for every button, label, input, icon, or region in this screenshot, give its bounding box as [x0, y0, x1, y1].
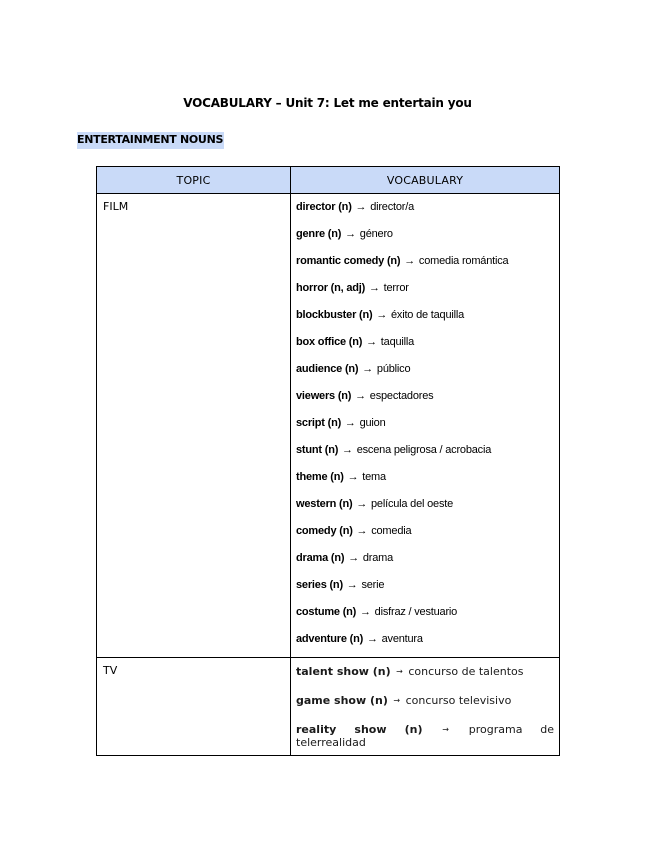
vocabulary-term: horror (n, adj) [296, 282, 366, 294]
arrow-right-icon: → [396, 667, 403, 676]
vocabulary-translation: comedia [371, 525, 412, 537]
vocabulary-entry [296, 383, 554, 410]
vocabulary-entry [296, 464, 554, 491]
table-row-film [97, 194, 560, 658]
document-title: VOCABULARY – Unit 7: Let me entertain you [183, 96, 472, 110]
vocabulary-entry [296, 410, 554, 437]
arrow-right-icon: → [355, 201, 367, 213]
vocabulary-translation: director/a [370, 201, 415, 213]
arrow-right-icon: → [342, 444, 353, 456]
arrow-right-icon: → [393, 696, 401, 705]
vocabulary-table [96, 166, 560, 756]
vocabulary-translation: escena peligrosa / acrobacia [356, 444, 492, 456]
vocabulary-translation: disfraz / vestuario [374, 606, 458, 618]
vocabulary-translation: tema [362, 471, 386, 483]
vocabulary-entry [296, 302, 554, 329]
vocabulary-translation: público [376, 363, 411, 375]
vocabulary-translation: serie [361, 579, 385, 591]
vocabulary-entry [296, 194, 554, 221]
vocabulary-term: series (n) [296, 579, 343, 591]
vocabulary-term: blockbuster (n) [296, 309, 373, 321]
arrow-right-icon: → [376, 309, 388, 321]
vocabulary-term: comedy (n) [296, 525, 353, 537]
vocabulary-entry [296, 248, 554, 275]
vocabulary-term: reality show (n) [296, 723, 423, 736]
tv-entry-list [296, 658, 554, 755]
vocabulary-term: drama (n) [296, 552, 345, 564]
vocabulary-entry [296, 658, 554, 687]
vocabulary-translation: aventura [381, 633, 423, 645]
arrow-right-icon: → [368, 282, 380, 294]
vocabulary-term: romantic comedy (n) [296, 255, 401, 267]
vocabulary-term: box office (n) [296, 336, 363, 348]
arrow-right-icon: → [346, 579, 358, 591]
arrow-right-icon: → [366, 336, 377, 348]
arrow-right-icon: → [345, 228, 356, 240]
vocabulary-term: costume (n) [296, 606, 357, 618]
header-topic: TOPIC [97, 167, 291, 194]
vocabulary-entry [296, 545, 554, 572]
vocabulary-entry [296, 599, 554, 626]
arrow-right-icon: → [404, 255, 416, 267]
vocabulary-translation: guion [359, 417, 386, 429]
vocabulary-term: genre (n) [296, 228, 342, 240]
arrow-right-icon: → [356, 525, 368, 537]
section-heading: ENTERTAINMENT NOUNS [77, 132, 224, 149]
vocabulary-translation: drama [362, 552, 394, 564]
vocabulary-translation: éxito de taquilla [390, 309, 465, 321]
film-entry-list [296, 194, 554, 657]
arrow-right-icon: → [344, 417, 356, 429]
arrow-right-icon: → [360, 606, 371, 618]
arrow-right-icon: → [366, 633, 378, 645]
vocabulary-term: adventure (n) [296, 633, 364, 645]
vocabulary-translation: espectadores [369, 390, 434, 402]
vocabulary-term: talent show (n) [296, 665, 391, 678]
vocabulary-translation: película del oeste [371, 498, 454, 510]
vocabulary-translation: programa de telerrealidad [296, 723, 554, 749]
table-header-row [97, 167, 560, 194]
arrow-right-icon: → [348, 552, 359, 564]
header-vocabulary: VOCABULARY [291, 167, 560, 194]
arrow-right-icon: → [362, 363, 374, 375]
vocabulary-cell-tv [291, 658, 560, 756]
vocabulary-term: audience (n) [296, 363, 359, 375]
vocabulary-entry [296, 437, 554, 464]
vocabulary-term: western (n) [296, 498, 353, 510]
vocabulary-entry [296, 687, 554, 716]
vocabulary-term: theme (n) [296, 471, 344, 483]
arrow-right-icon: → [356, 498, 368, 510]
vocabulary-entry [296, 221, 554, 248]
vocabulary-entry [296, 626, 554, 653]
vocabulary-term: director (n) [296, 201, 352, 213]
topic-cell-tv: TV [97, 658, 291, 756]
vocabulary-translation: comedia romántica [418, 255, 509, 267]
arrow-right-icon: → [347, 471, 359, 483]
vocabulary-entry [296, 572, 554, 599]
vocabulary-translation: género [359, 228, 393, 240]
vocabulary-entry [296, 356, 554, 383]
vocabulary-entry [296, 329, 554, 356]
vocabulary-entry [296, 518, 554, 545]
arrow-right-icon: → [442, 725, 449, 734]
vocabulary-term: game show (n) [296, 694, 388, 707]
vocabulary-cell-film [291, 194, 560, 658]
vocabulary-entry [296, 275, 554, 302]
vocabulary-translation: concurso de talentos [408, 665, 524, 678]
vocabulary-term: viewers (n) [296, 390, 352, 402]
table-row-tv [97, 658, 560, 756]
vocabulary-translation: taquilla [380, 336, 415, 348]
topic-cell-film: FILM [97, 194, 291, 658]
vocabulary-entry [296, 716, 554, 755]
vocabulary-translation: terror [383, 282, 409, 294]
arrow-right-icon: → [355, 390, 366, 402]
vocabulary-translation: concurso televisivo [405, 694, 512, 707]
vocabulary-term: stunt (n) [296, 444, 339, 456]
vocabulary-entry [296, 491, 554, 518]
vocabulary-term: script (n) [296, 417, 342, 429]
